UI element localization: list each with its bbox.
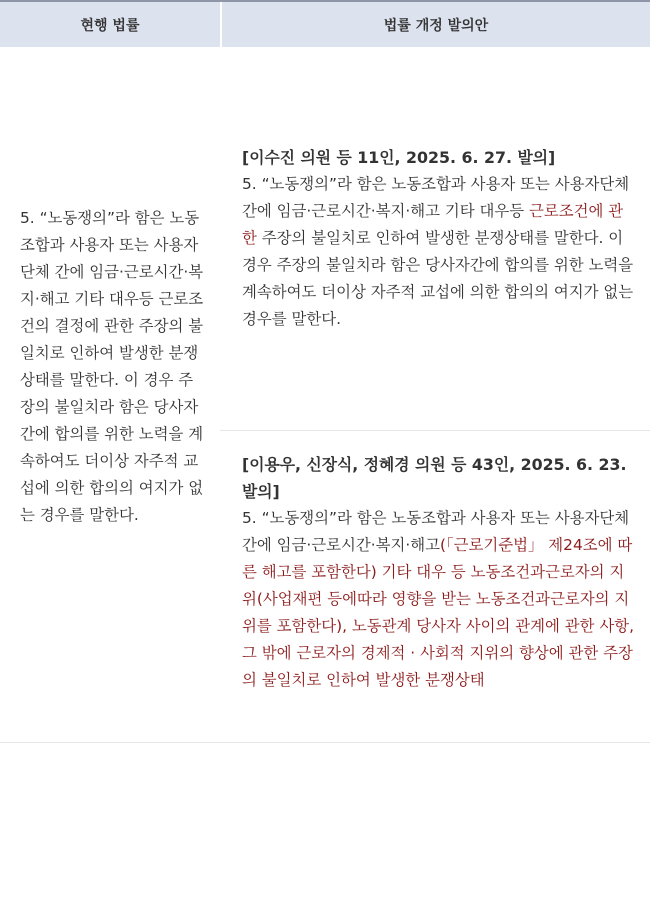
proposal-highlight: (「근로기준법」 제24조에 따른 해고를 포함한다) 기타 대우 등 노동조건과근로자의 지위(사업재편 등에따라 영향을 받는 노동조건과근로자의 지위를 포함한다), 노동관계 당사자 사이의 관계에 관한 사항, 그 밖에 근로자의 경제적 · 사회적 지위의 향상에 관한 주장의 불일치로 인하여 발생한 분쟁상태 [242,536,634,689]
proposal-title: [이수진 의원 등 11인, 2025. 6. 27. 발의] [242,148,556,167]
proposal-text-part: 5. “노동쟁의”라 함은 노동조합과 사용자 또는 사용자단체 간에 임금·근로시간·복지·해고 [242,509,630,554]
proposal-text [242,505,636,694]
proposal-text [242,171,636,333]
header-current-law: 현행 법률 [0,2,220,47]
proposal-lee-yongwoo [242,451,636,694]
table-bottom-divider [0,742,650,743]
proposal-title: [이용우, 신장식, 정혜경 의원 등 43인, 2025. 6. 23. 발의] [242,455,627,501]
proposal-text-part: 5. “노동쟁의”라 함은 노동조합과 사용자 또는 사용자단체 간에 임금·근로시간·복지·해고 기타 대우등 [242,175,630,220]
proposal-text-part: 주장의 불일치로 인하여 발생한 분쟁상태를 말한다. 이 경우 주장의 불일치라 함은 당사자간에 합의를 위한 노력을 계속하여도 더이상 자주적 교섭에 의한 합의의 여지가 없는 경우를 말한다. [242,229,634,328]
header-amendment-proposal: 법률 개정 발의안 [222,2,650,47]
row-divider [220,430,650,431]
proposal-lee-sujin [242,144,636,333]
current-law-text: 5. “노동쟁의”라 함은 노동조합과 사용자 또는 사용자단체 간에 임금·근로시간·복지·해고 기타 대우등 근로조건의 결정에 관한 주장의 불일치로 인하여 발생한 분쟁상태를 말한다. 이 경우 주장의 불일치라 함은 당사자간에 합의를 위한 노력을 계속하여도 더이상 자주적 교섭에 의한 합의의 여지가 없는 경우를 말한다. [20,209,204,524]
proposal-highlight: 근로조건에 관한 [242,202,624,247]
current-law-cell [20,205,206,529]
table-header [0,2,650,47]
